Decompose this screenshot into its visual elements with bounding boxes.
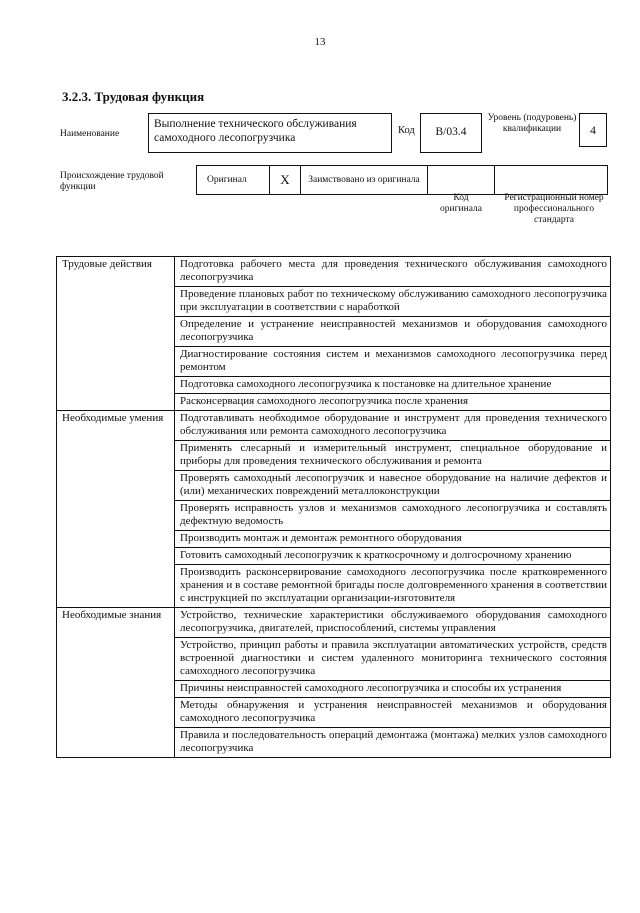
reg-number-cell	[495, 166, 608, 195]
function-name-box: Выполнение технического обслуживания самоходного лесопогрузчика	[148, 113, 392, 153]
section-item-cell: Диагностирование состояния систем и механизмов самоходного лесопогрузчика перед ремонтом	[175, 347, 611, 377]
original-code-cell	[428, 166, 495, 195]
section-item-cell: Подготовка самоходного лесопогрузчика к постановке на длительное хранение	[175, 377, 611, 394]
section-item-cell: Подготовка рабочего места для проведения технического обслуживания самоходного лесопогрузчика	[175, 257, 611, 287]
name-label: Наименование	[60, 129, 120, 139]
original-cell: Оригинал	[197, 166, 270, 195]
origin-label: Происхождение трудовой функции	[60, 171, 164, 192]
qualification-level-box: 4	[579, 113, 607, 147]
qualification-level-label: Уровень (подуровень) квалификации	[487, 113, 577, 134]
page-number: 13	[314, 36, 326, 48]
reg-number-caption: Регистрационный номер профессионального стандарта	[504, 193, 604, 225]
table-row	[57, 608, 611, 638]
section-title: 3.2.3. Трудовая функция	[62, 89, 205, 104]
section-item-cell: Производить расконсервирование самоходного лесопогрузчика после кратковременного хранения и в составе ремонтной бригады после долговременного хранения в соответствии с инструкцией по эксплуатации организации-изготовителя	[175, 565, 611, 608]
section-item-cell: Применять слесарный и измерительный инструмент, специальное оборудование и приборы для проведения технического обслуживания и ремонта	[175, 441, 611, 471]
section-item-cell: Проверять исправность узлов и механизмов самоходного лесопогрузчика и составлять дефектную ведомость	[175, 501, 611, 531]
section-item-cell: Производить монтаж и демонтаж ремонтного оборудования	[175, 531, 611, 548]
section-item-cell: Проведение плановых работ по техническому обслуживанию самоходного лесопогрузчика при эксплуатации в соответствии с наработкой	[175, 287, 611, 317]
section-item-cell: Устройство, технические характеристики обслуживаемого оборудования самоходного лесопогрузчика, двигателей, приспособлений, системы управления	[175, 608, 611, 638]
section-heading-cell: Необходимые знания	[57, 608, 175, 758]
original-code-caption: Код оригинала	[440, 193, 482, 214]
original-mark: X	[270, 166, 301, 195]
table-row	[57, 411, 611, 441]
section-item-cell: Расконсервация самоходного лесопогрузчика после хранения	[175, 394, 611, 411]
section-item-cell: Готовить самоходный лесопогрузчик к краткосрочному и долгосрочному хранению	[175, 548, 611, 565]
section-item-cell: Правила и последовательность операций демонтажа (монтажа) мелких узлов самоходного лесопогрузчика	[175, 728, 611, 758]
function-details-table	[56, 256, 611, 758]
section-item-cell: Определение и устранение неисправностей механизмов и оборудования самоходного лесопогрузчика	[175, 317, 611, 347]
section-item-cell: Методы обнаружения и устранения неисправностей механизмов и оборудования самоходного лесопогрузчика	[175, 698, 611, 728]
section-heading-cell: Необходимые умения	[57, 411, 175, 608]
section-heading-cell: Трудовые действия	[57, 257, 175, 411]
table-row	[57, 257, 611, 287]
borrowed-cell: Заимствовано из оригинала	[301, 166, 428, 195]
section-item-cell: Причины неисправностей самоходного лесопогрузчика и способы их устранения	[175, 681, 611, 698]
section-item-cell: Проверять самоходный лесопогрузчик и навесное оборудование на наличие дефектов и (или) механических повреждений металлоконструкции	[175, 471, 611, 501]
section-item-cell: Устройство, принцип работы и правила эксплуатации автоматических устройств, средств встроенной диагностики и систем удаленного мониторинга технического состояния самоходного лесопогрузчика	[175, 638, 611, 681]
section-item-cell: Подготавливать необходимое оборудование и инструмент для проведения технического обслуживания или ремонта самоходного лесопогрузчика	[175, 411, 611, 441]
origin-table	[196, 165, 608, 195]
function-code-box: В/03.4	[420, 113, 482, 153]
code-label: Код	[398, 125, 415, 136]
